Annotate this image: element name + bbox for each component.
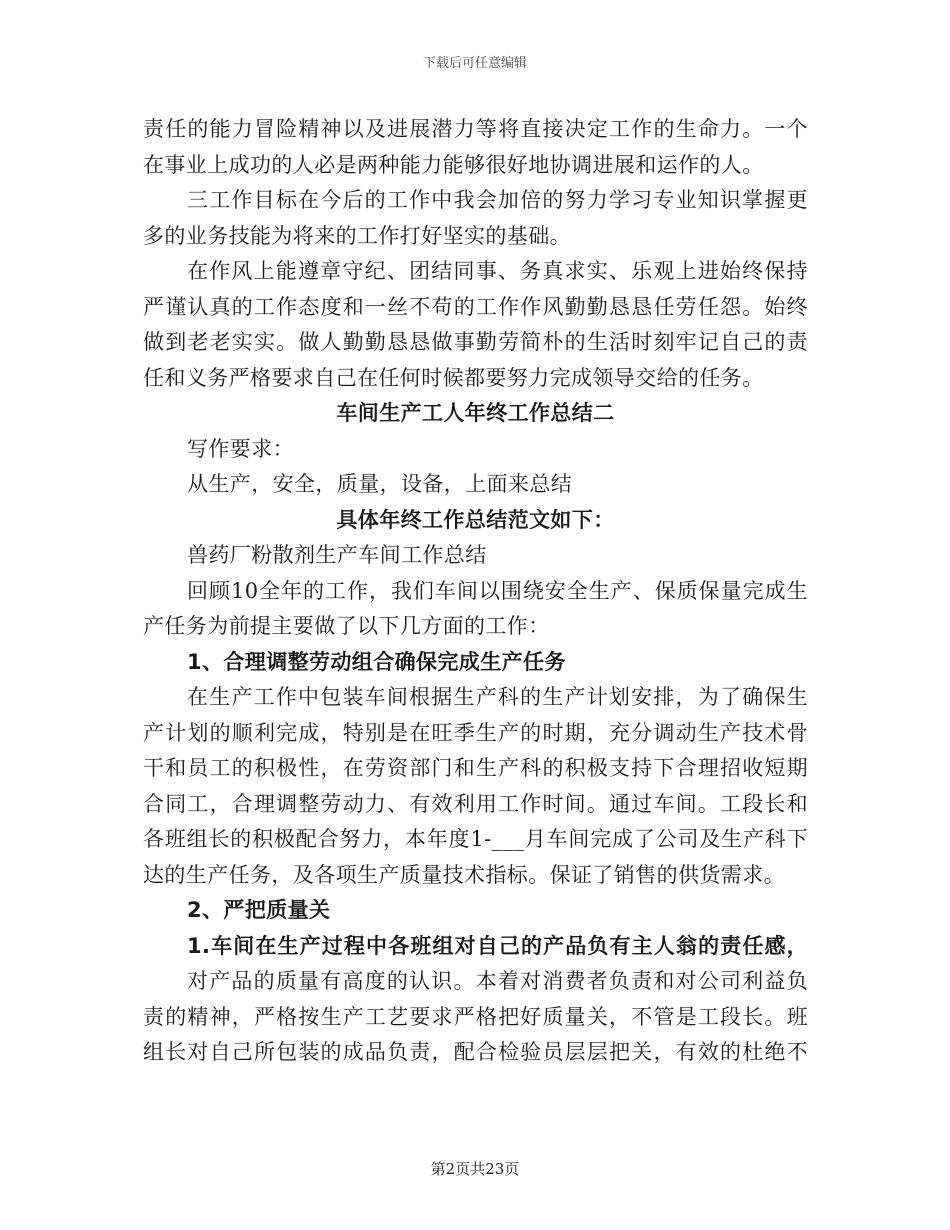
document-body bbox=[143, 112, 808, 1071]
body-line: 干和员工的积极性，在劳资部门和生产科的积极支持下合理招收短期 bbox=[143, 756, 808, 780]
body-line: 责任的能力冒险精神以及进展潜力等将直接决定工作的生命力。一个 bbox=[143, 117, 808, 141]
body-line: 在生产工作中包装车间根据生产科的生产计划安排，为了确保生 bbox=[187, 685, 808, 709]
body-line: 兽药厂粉散剂生产车间工作总结 bbox=[187, 543, 487, 567]
body-line: 三工作目标在今后的工作中我会加倍的努力学习专业知识掌握更 bbox=[187, 188, 808, 212]
body-line: 在作风上能遵章守纪、团结同事、务真求实、乐观上进始终保持 bbox=[187, 259, 808, 283]
section-heading: 车间生产工人年终工作总结二 bbox=[336, 401, 615, 425]
body-line: 在事业上成功的人必是两种能力能够很好地协调进展和运作的人。 bbox=[143, 152, 764, 177]
body-line: 责的精神，严格按生产工艺要求严格把好质量关，不管是工段长。班 bbox=[143, 1004, 808, 1029]
page-footer: 第2页共23页 bbox=[430, 1160, 520, 1178]
body-line: 做到老老实实。做人勤勤恳恳做事勤劳简朴的生活时刻牢记自己的责 bbox=[143, 330, 808, 354]
body-line: 从生产，安全，质量，设备，上面来总结 bbox=[187, 472, 573, 496]
body-line: 产计划的顺利完成，特别是在旺季生产的时期，充分调动生产技术骨 bbox=[143, 720, 808, 745]
body-line: 对产品的质量有高度的认识。本着对消费者负责和对公司利益负 bbox=[187, 969, 808, 993]
subsection-heading: 1、合理调整劳动组合确保完成生产任务 bbox=[187, 649, 566, 674]
body-line: 产任务为前提主要做了以下几方面的工作： bbox=[143, 614, 550, 638]
subsection-heading: 1.车间在生产过程中各班组对自己的产品负有主人翁的责任感， bbox=[187, 933, 808, 958]
body-line: 各班组长的积极配合努力，本年度1-___月车间完成了公司及生产科下 bbox=[143, 827, 808, 851]
body-line: 回顾10全年的工作，我们车间以围绕安全生产、保质保量完成生 bbox=[187, 578, 808, 603]
body-line: 多的业务技能为将来的工作打好坚实的基础。 bbox=[143, 223, 571, 248]
body-line: 严谨认真的工作态度和一丝不苟的工作作风勤勤恳恳任劳任怨。始终 bbox=[143, 294, 808, 319]
body-line: 合同工，合理调整劳动力、有效利用工作时间。通过车间。工段长和 bbox=[143, 791, 808, 816]
body-line: 任和义务严格要求自己在任何时候都要努力完成领导交给的任务。 bbox=[143, 365, 764, 390]
body-line: 组长对自己所包装的成品负责，配合检验员层层把关，有效的杜绝不 bbox=[143, 1040, 808, 1064]
section-heading: 具体年终工作总结范文如下： bbox=[336, 507, 615, 532]
body-line: 写作要求： bbox=[187, 436, 294, 461]
body-line: 达的生产任务，及各项生产质量技术指标。保证了销售的供货需求。 bbox=[143, 862, 785, 887]
subsection-heading: 2、严把质量关 bbox=[187, 898, 331, 922]
page-header: 下载后可任意编辑 bbox=[422, 56, 527, 71]
